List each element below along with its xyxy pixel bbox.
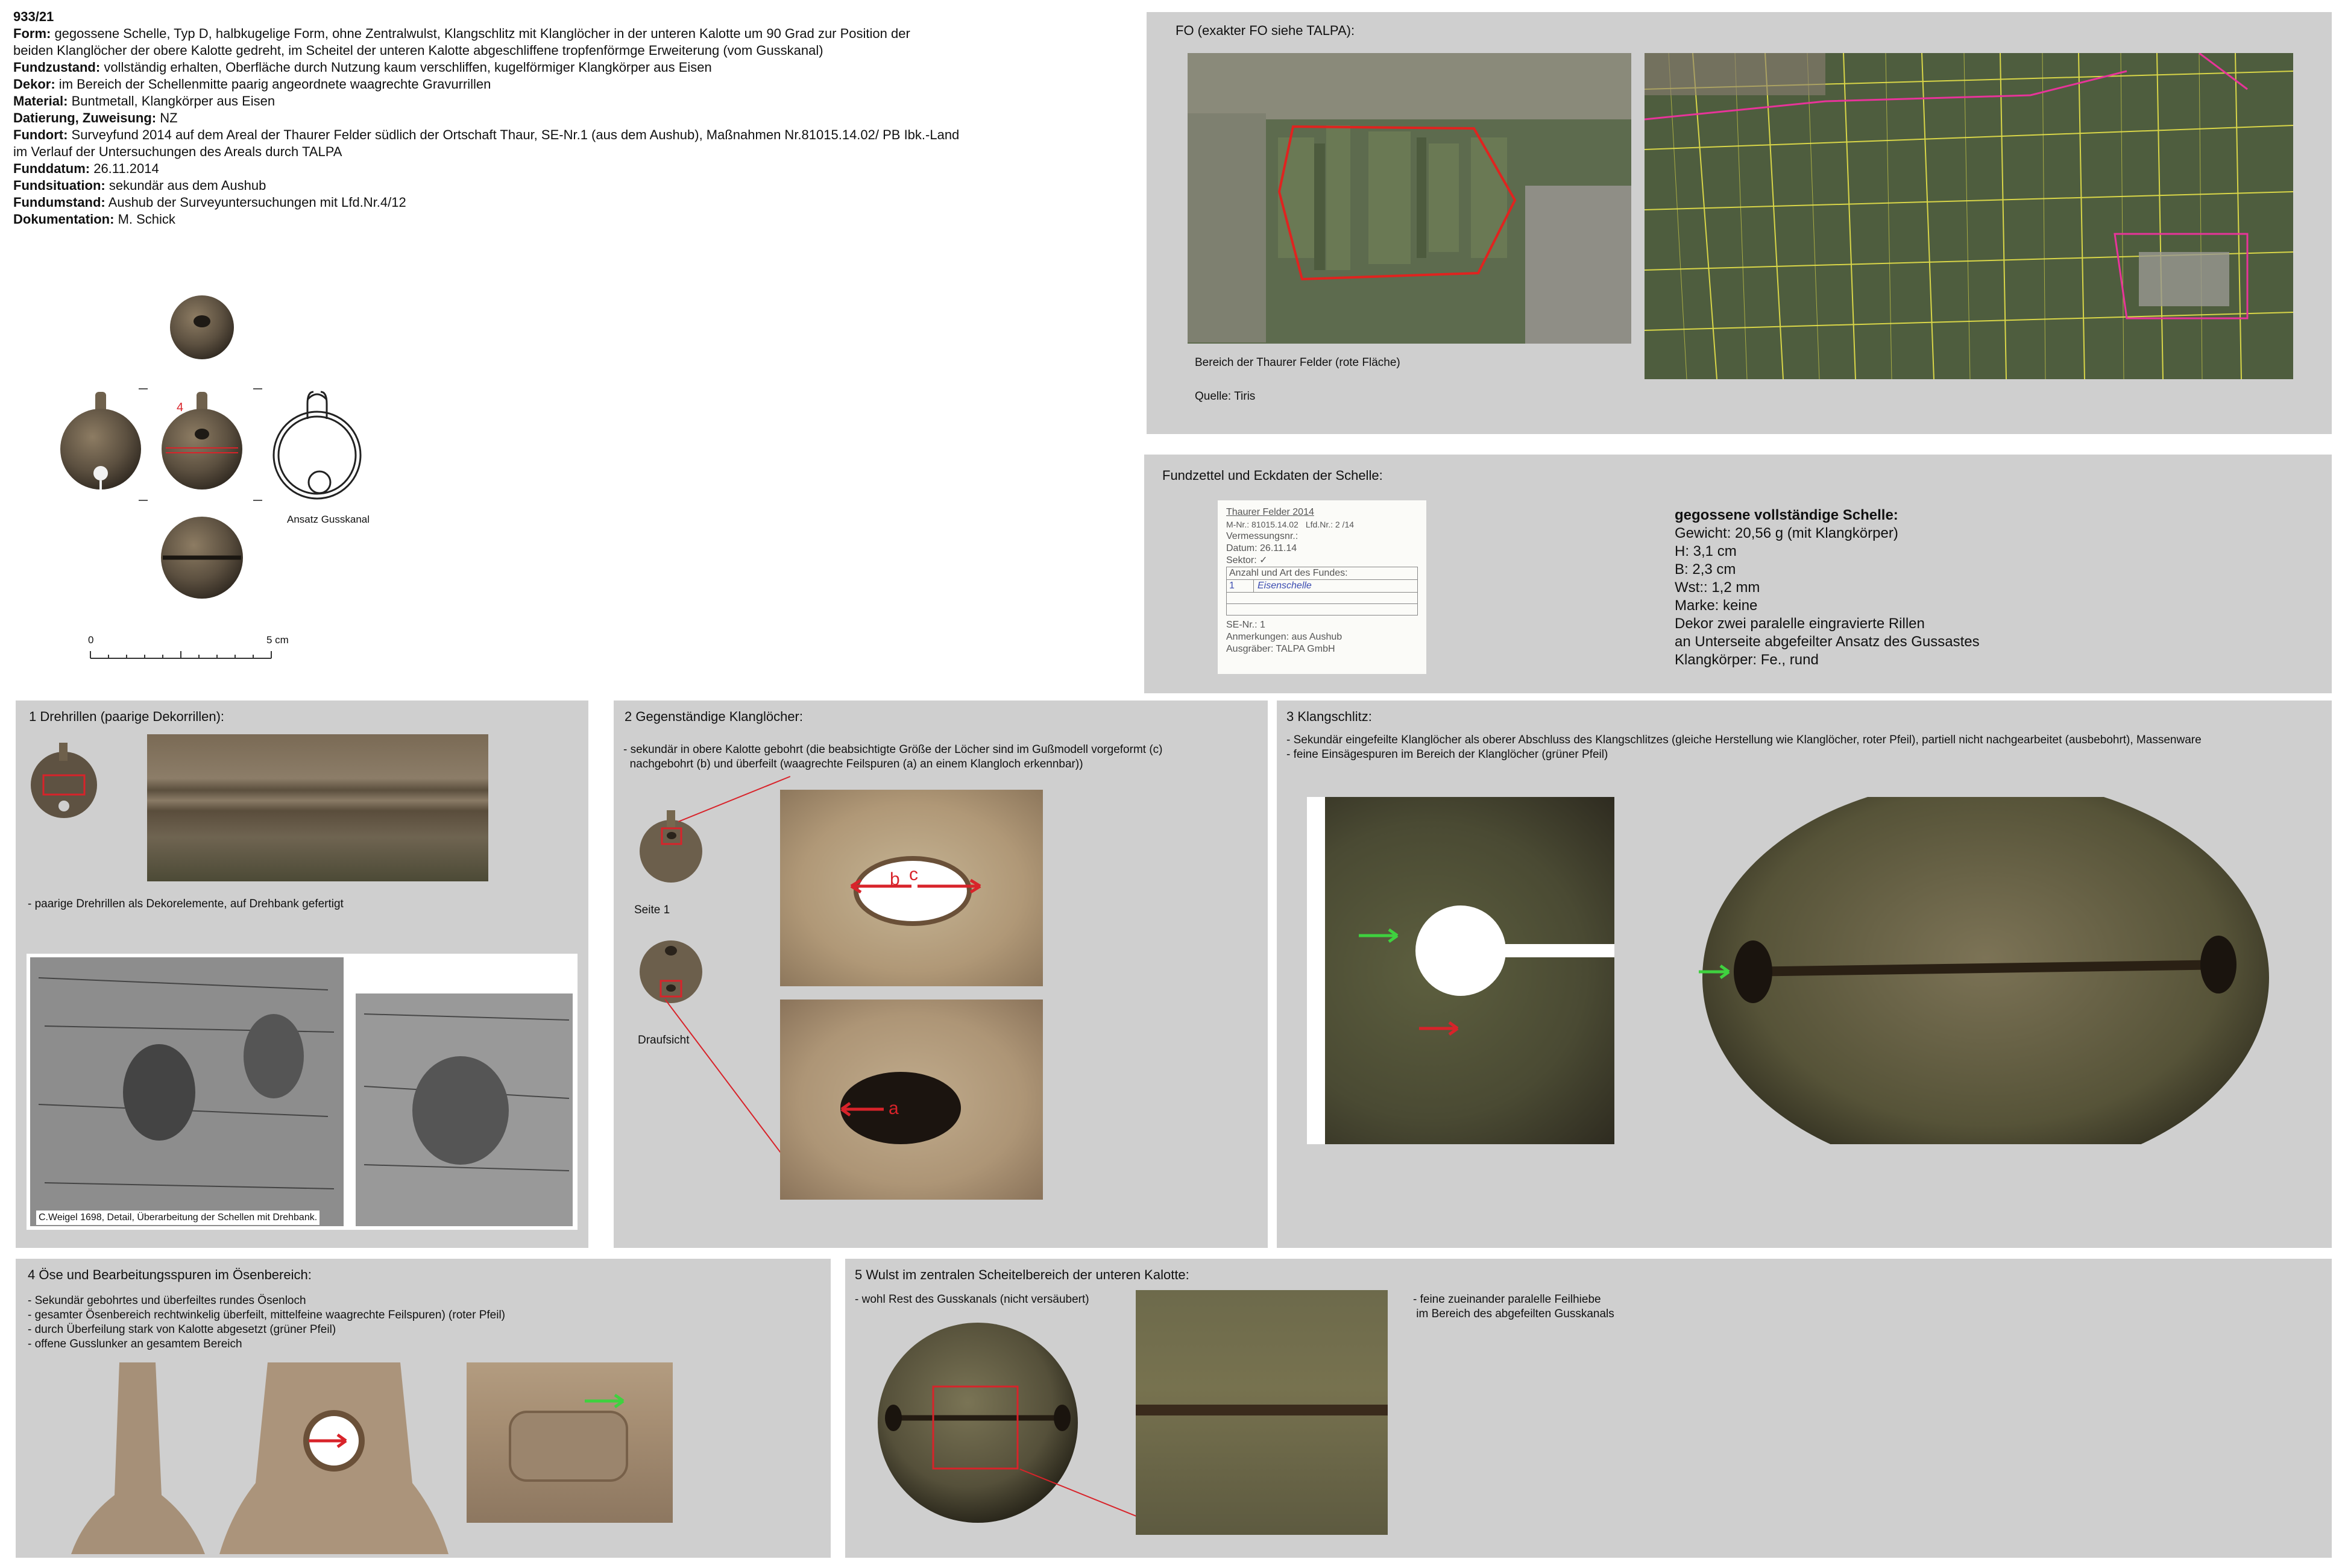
spec-item: Dekor zwei paralelle eingravierte Rillen xyxy=(1675,616,1925,632)
red-arrow xyxy=(1415,1016,1464,1041)
object-description xyxy=(13,8,1038,228)
oese-side-photo xyxy=(71,1362,205,1554)
description-text: gegossene Schelle, Typ D, halbkugelige Form, ohne Zentralwulst, Klangschlitz mit Klanglöcher in der unteren Kalotte um 90 Grad zur Position der beiden Klanglöcher der obere Kalotte gedreht, im Scheitel der unteren Kalotte abgeschliffene tropfenförmge Erweiterung (vom Gusskanal) xyxy=(13,26,910,58)
description-row xyxy=(13,93,1038,110)
scale-start-label: 0 xyxy=(88,634,94,646)
object-plate xyxy=(54,292,392,666)
drawing-section-label: Ansatz Gusskanal xyxy=(287,514,370,525)
bell-top-view xyxy=(170,295,234,359)
klangloch-detail-lower xyxy=(780,1000,1043,1200)
description-text: vollständig erhalten, Oberfläche durch Nutzung kaum verschliffen, kugelförmiger Klangkörper aus Eisen xyxy=(100,60,712,75)
spec-item: Marke: keine xyxy=(1675,597,1758,614)
fundzettel-panel xyxy=(1144,455,2332,693)
map-source: Quelle: Tiris xyxy=(1195,390,1256,403)
spec-item: Wst:: 1,2 mm xyxy=(1675,579,1760,596)
klangschlitz-detail-left xyxy=(1307,797,1614,1144)
panel4-note-2: - gesamter Ösenbereich rechtwinkelig überfeilt, mittelfeine waagrechte Feilspuren) (roter Pfeil) xyxy=(28,1309,506,1321)
description-label: Funddatum: xyxy=(13,161,90,176)
description-text: NZ xyxy=(156,110,178,125)
card-m-nr: M-Nr.: 81015.14.02 xyxy=(1226,520,1298,529)
description-row xyxy=(13,59,1038,76)
description-row xyxy=(13,127,1038,160)
marker-c: c xyxy=(909,864,918,884)
card-datum: Datum: 26.11.14 xyxy=(1226,543,1297,553)
card-anzahl: Anzahl und Art des Fundes: xyxy=(1226,567,1418,579)
connector-line xyxy=(678,776,790,822)
description-label: Fundsituation: xyxy=(13,178,105,193)
panel2-title: 2 Gegenständige Klanglöcher: xyxy=(625,709,803,724)
description-row xyxy=(13,25,1038,59)
cadastral-map xyxy=(1645,53,2293,379)
marker-a: a xyxy=(889,1098,899,1118)
label-draufsicht: Draufsicht xyxy=(638,1034,690,1047)
spec-item: H: 3,1 cm xyxy=(1675,543,1737,559)
scale-ticks xyxy=(84,647,289,666)
weigel-engraving xyxy=(27,954,578,1230)
engraving-caption: C.Weigel 1698, Detail, Überarbeitung der Schellen mit Drehbank. xyxy=(36,1211,320,1225)
card-ausgraeber: Ausgräber: TALPA GmbH xyxy=(1226,644,1335,654)
panel-klangloecher xyxy=(614,701,1268,1248)
arrow-a xyxy=(836,1098,896,1122)
spec-item: B: 2,3 cm xyxy=(1675,561,1736,578)
aerial-photo xyxy=(1188,53,1631,344)
panel5-note: - wohl Rest des Gusskanals (nicht versäubert) xyxy=(855,1293,1089,1306)
panel4-notes xyxy=(28,1294,505,1352)
description-label: Dekor: xyxy=(13,77,55,92)
map-panel xyxy=(1147,12,2332,434)
specs-list xyxy=(1675,524,1980,669)
bell-bottom-view xyxy=(161,517,243,599)
card-se-nr: SE-Nr.: 1 xyxy=(1226,620,1265,630)
panel5-title: 5 Wulst im zentralen Scheitelbereich der unteren Kalotte: xyxy=(855,1267,1189,1282)
panel5-side-note: - feine zueinander paralelle Feilhiebe im Bereich des abgefeilten Gusskanals xyxy=(1413,1293,1614,1320)
description-text: Surveyfund 2014 auf dem Areal der Thaurer Felder südlich der Ortschaft Thaur, SE-Nr.1 (aus dem Aushub), Maßnahmen Nr.81015.14.02/ PB Ibk.-Land im Verlauf der Untersuchungen des Areals durch TALPA xyxy=(13,127,960,159)
oese-detail-photo xyxy=(467,1362,673,1523)
panel4-note-3: - durch Überfeilung stark von Kalotte abgesetzt (grüner Pfeil) xyxy=(28,1323,336,1336)
description-text: Buntmetall, Klangkörper aus Eisen xyxy=(68,93,275,109)
description-label: Dokumentation: xyxy=(13,212,115,227)
find-card xyxy=(1218,500,1426,674)
description-label: Datierung, Zuweisung: xyxy=(13,110,157,125)
description-row xyxy=(13,76,1038,93)
panel-wulst xyxy=(845,1259,2332,1558)
spec-item: an Unterseite abgefeilter Ansatz des Gussastes xyxy=(1675,634,1980,650)
panel2-note: - sekundär in obere Kalotte gebohrt (die beabsichtigte Größe der Löcher sind im Gußmodell vorgeformt (c) nachgebohrt (b) und überfeilt (waagrechte Feilspuren (a) an einem Klangloch erkennbar)) xyxy=(623,743,1163,770)
panel2-top-thumb xyxy=(638,939,704,1005)
scale-end-label: 5 cm xyxy=(266,634,289,646)
description-row xyxy=(13,110,1038,127)
card-sektor: Sektor: ✓ xyxy=(1226,555,1268,565)
panel1-note: - paarige Drehrillen als Dekorelemente, auf Drehbank gefertigt xyxy=(28,898,344,910)
oese-front-photo xyxy=(219,1362,449,1554)
description-label: Fundzustand: xyxy=(13,60,101,75)
object-specs xyxy=(1675,506,1980,669)
klangloch-detail-upper xyxy=(780,790,1043,986)
bell-section-drawing xyxy=(274,392,360,499)
card-heading: Thaurer Felder 2014 xyxy=(1226,507,1314,517)
description-text: sekundär aus dem Aushub xyxy=(105,178,266,193)
panel3-note-1: - Sekundär eingefeilte Klanglöcher als oberer Abschluss des Klangschlitzes (gleiche Herstellung wie Klanglöcher, roter Pfeil), partiell nicht nachgearbeitet (ausbebohrt), Massenware xyxy=(1286,734,2202,746)
bell-side-view xyxy=(60,392,141,490)
description-row xyxy=(13,194,1038,211)
panel4-note-4: - offene Gusslunker an gesamtem Bereich xyxy=(28,1338,242,1350)
spec-item: Klangkörper: Fe., rund xyxy=(1675,652,1819,668)
wulst-detail-photo xyxy=(1136,1290,1388,1535)
specs-title: gegossene vollständige Schelle: xyxy=(1675,507,1898,523)
wulst-ball-photo xyxy=(877,1321,1079,1524)
card-anmerkungen: Anmerkungen: aus Aushub xyxy=(1226,632,1343,642)
map-caption: Bereich der Thaurer Felder (rote Fläche) xyxy=(1195,356,1400,369)
panel-drehrillen xyxy=(16,701,588,1248)
green-arrow xyxy=(581,1389,629,1413)
description-text: M. Schick xyxy=(114,212,175,227)
scale-bar xyxy=(84,633,295,669)
card-vermessung: Vermessungsnr.: xyxy=(1226,531,1298,541)
description-label: Fundort: xyxy=(13,127,68,142)
bell-front-view xyxy=(162,392,242,490)
label-seite-1: Seite 1 xyxy=(634,904,670,916)
description-text: Aushub der Surveyuntersuchungen mit Lfd.Nr.4/12 xyxy=(105,195,406,210)
panel-klangschlitz xyxy=(1277,701,2332,1248)
description-row xyxy=(13,177,1038,194)
description-text: im Bereich der Schellenmitte paarig angeordnete waagrechte Gravurrillen xyxy=(55,77,491,92)
description-label: Material: xyxy=(13,93,68,109)
panel1-title: 1 Drehrillen (paarige Dekorrillen): xyxy=(29,709,225,724)
description-row xyxy=(13,211,1038,228)
klangschlitz-detail-right xyxy=(1699,797,2273,1144)
marker-b: b xyxy=(890,869,900,889)
green-arrow xyxy=(1355,924,1403,948)
description-label: Fundumstand: xyxy=(13,195,105,210)
spec-item: Gewicht: 20,56 g (mit Klangkörper) xyxy=(1675,525,1898,541)
object-photos-svg xyxy=(54,292,392,666)
description-row xyxy=(13,160,1038,177)
card-fund-row xyxy=(1226,579,1418,593)
panel4-title: 4 Öse und Bearbeitungsspuren im Ösenbereich: xyxy=(28,1267,312,1282)
drawing-number-label: 4 xyxy=(177,401,184,414)
panel4-note-1: - Sekundär gebohrtes und überfeiltes rundes Ösenloch xyxy=(28,1294,306,1307)
panel3-title: 3 Klangschlitz: xyxy=(1286,709,1372,724)
panel1-bell-thumb xyxy=(28,737,100,821)
map-panel-title: FO (exakter FO siehe TALPA): xyxy=(1176,23,1355,38)
description-label: Form: xyxy=(13,26,51,41)
panel-oese xyxy=(16,1259,831,1558)
catalog-id: 933/21 xyxy=(13,9,54,24)
panel1-groove-detail xyxy=(147,734,488,881)
fundzettel-title: Fundzettel und Eckdaten der Schelle: xyxy=(1162,468,1383,483)
description-text: 26.11.2014 xyxy=(90,161,159,176)
card-fund-count: 1 xyxy=(1227,580,1254,592)
card-fund-type: Eisenschelle xyxy=(1258,581,1312,591)
description-rows xyxy=(13,25,1038,228)
card-lfd-nr: Lfd.Nr.: 2 /14 xyxy=(1305,520,1355,529)
panel3-notes xyxy=(1286,733,2202,762)
panel3-note-2: - feine Einsägespuren im Bereich der Klanglöcher (grüner Pfeil) xyxy=(1286,748,1608,761)
